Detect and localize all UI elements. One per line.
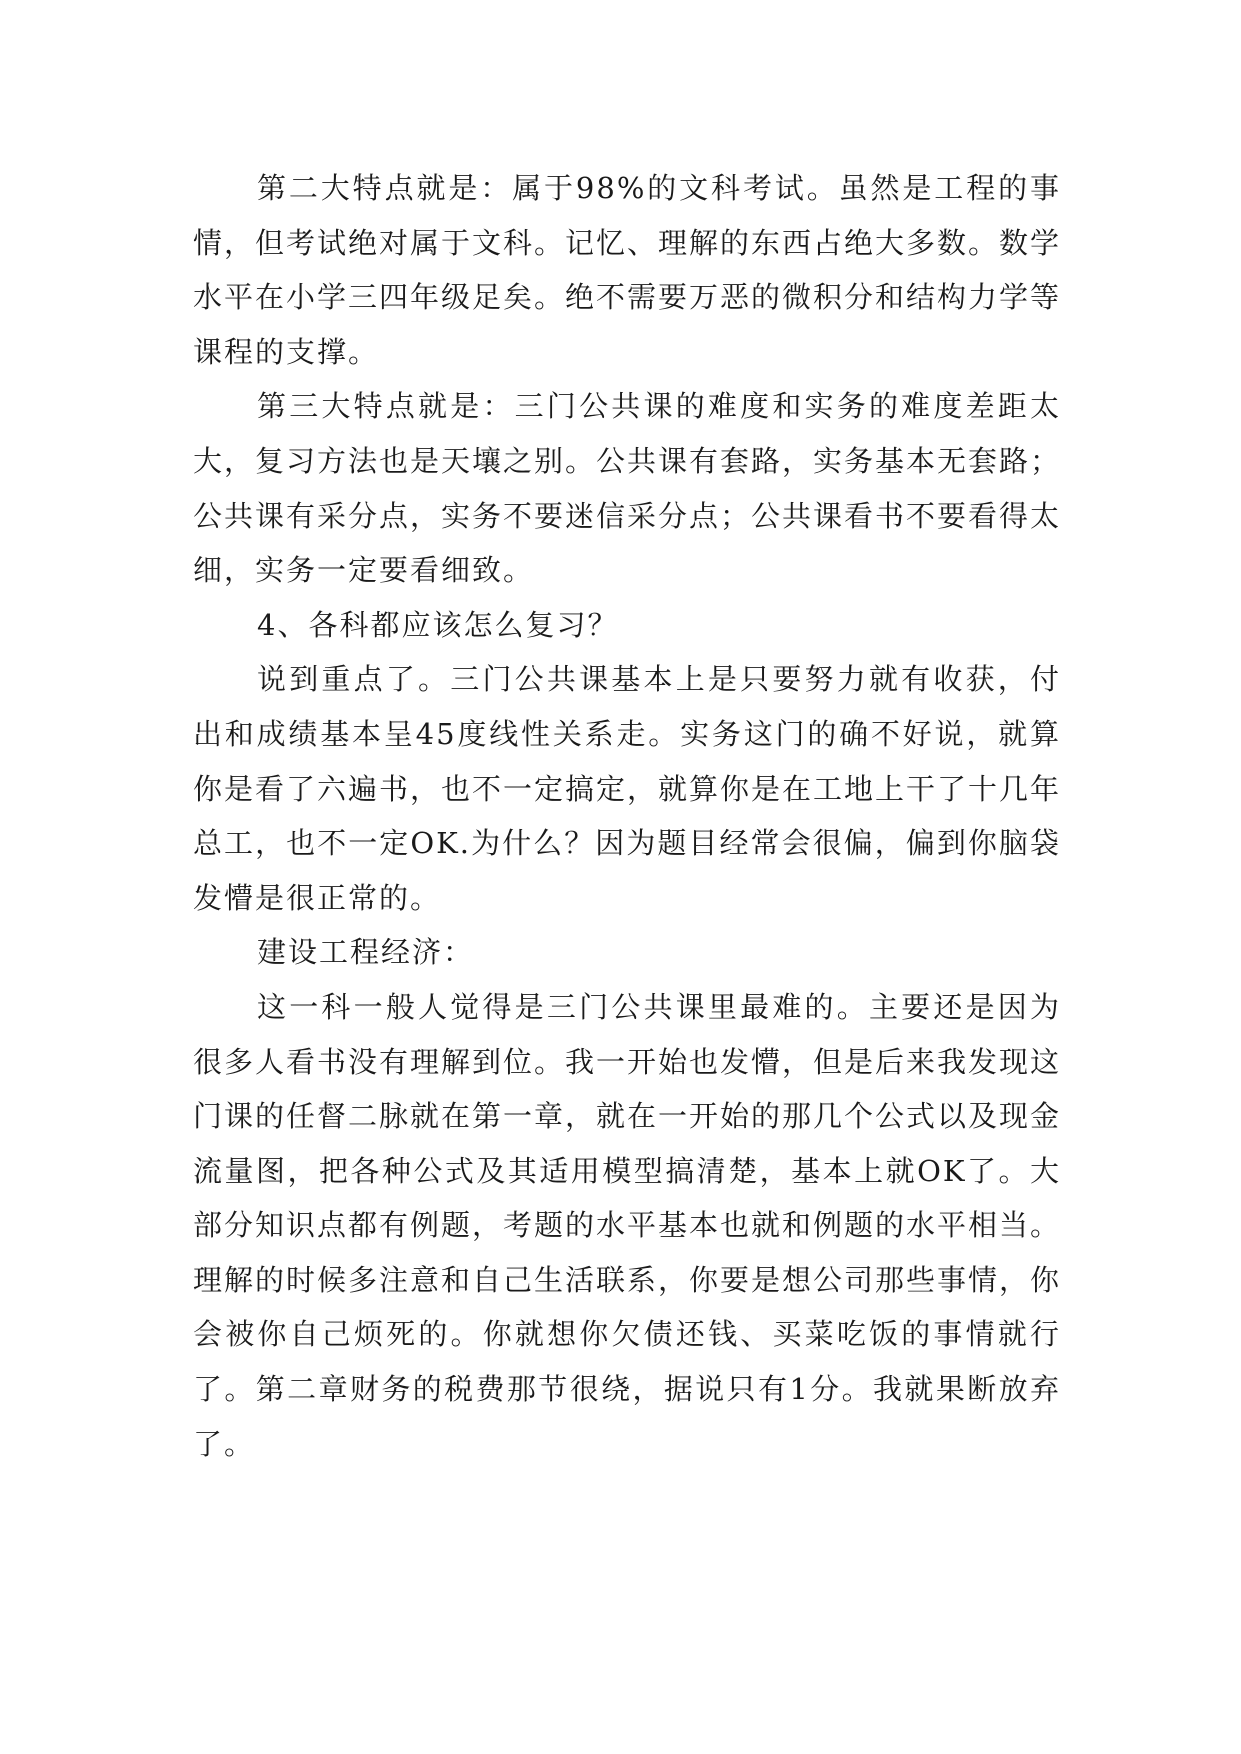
- paragraph-third-feature: 第三大特点就是：三门公共课的难度和实务的难度差距太大，复习方法也是天壤之别。公共课有套路，实务基本无套路；公共课有采分点，实务不要迷信采分点；公共课看书不要看得太细，实务一定要看细致。: [193, 389, 1062, 588]
- section-heading-how-to-review: 4、各科都应该怎么复习？: [257, 607, 619, 642]
- document-body: [193, 161, 1061, 1471]
- paragraph-second-feature: 第二大特点就是：属于98%的文科考试。虽然是工程的事情，但考试绝对属于文科。记忆、理解的东西占绝大多数。数学水平在小学三四年级足矣。绝不需要万恶的微积分和结构力学等课程的支撑。: [193, 171, 1062, 369]
- paragraph-key-point: 说到重点了。三门公共课基本上是只要努力就有收获，付出和成绩基本呈45度线性关系走。实务这门的确不好说，就算你是看了六遍书，也不一定搞定，就算你是在工地上干了十几年总工，也不一定OK.为什么？因为题目经常会很偏，偏到你脑袋发懵是很正常的。: [193, 662, 1062, 915]
- section-heading-engineering-economics: 建设工程经济：: [257, 935, 475, 970]
- paragraph-engineering-economics: 这一科一般人觉得是三门公共课里最难的。主要还是因为很多人看书没有理解到位。我一开始也发懵，但是后来我发现这门课的任督二脉就在第一章，就在一开始的那几个公式以及现金流量图，把各种公式及其适用模型搞清楚，基本上就OK了。大部分知识点都有例题，考题的水平基本也就和例题的水平相当。理解的时候多注意和自己生活联系，你要是想公司那些事情，你会被你自己烦死的。你就想你欠债还钱、买菜吃饭的事情就行了。第二章财务的税费那节很绕，据说只有1分。我就果断放弃了。: [193, 989, 1062, 1461]
